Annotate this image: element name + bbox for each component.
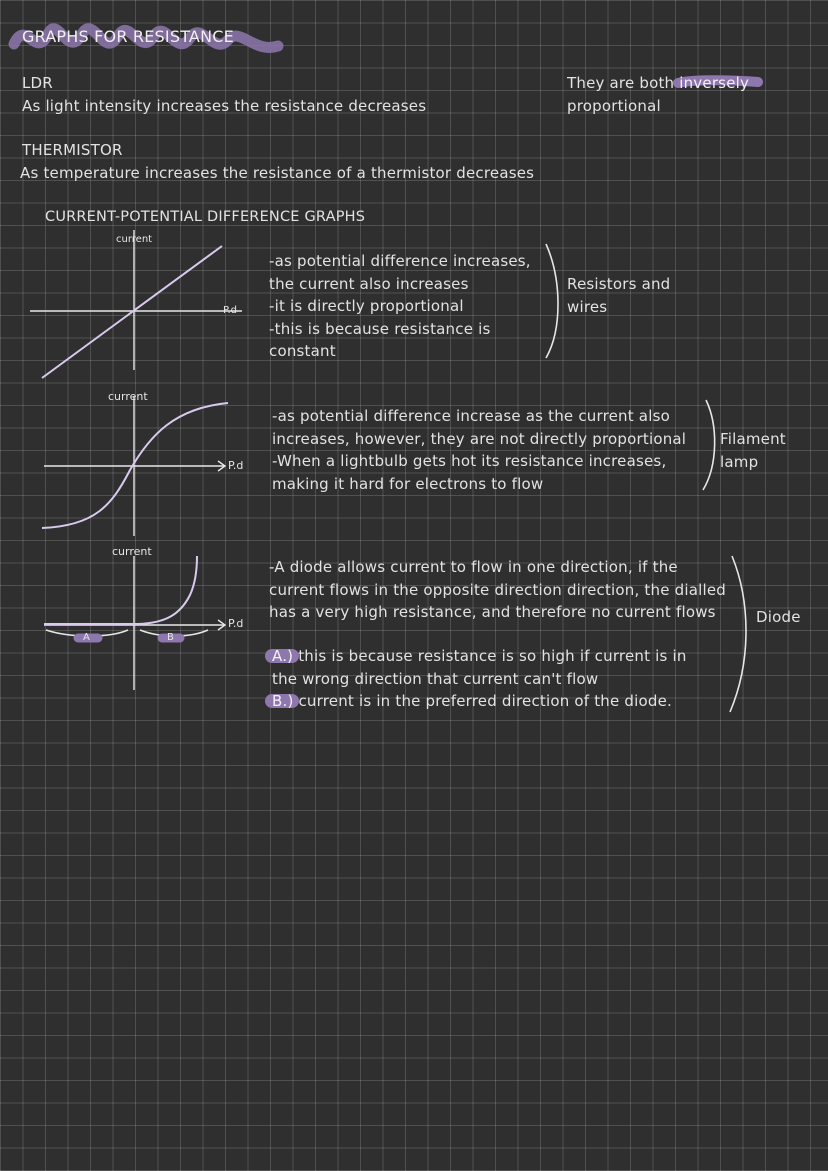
graph3-group-label: Diode (756, 608, 801, 626)
graph3-y-label: current (112, 545, 152, 558)
point-a-label: A.) (272, 647, 294, 665)
graph1-x-label: P.d (223, 305, 237, 316)
graph3-point-a (272, 645, 687, 668)
graph3-note-line: current flows in the opposite direction direction, the dialled (269, 580, 726, 599)
graph3-note-line: has a very high resistance, and therefore no current flows (269, 603, 716, 621)
graph3-point-b (272, 690, 672, 713)
graph1-note-line: constant (269, 342, 336, 360)
group-label-line: wires (567, 297, 608, 316)
graph3-note-line: -A diode allows current to flow in one direction, if the (269, 558, 678, 576)
graph3-point-a-line2: the wrong direction that current can't flow (272, 670, 599, 688)
group-label-line: Filament (720, 430, 786, 448)
point-a-line1: this is because resistance is so high if current is in (298, 647, 687, 665)
iv-graphs-heading: CURRENT-POTENTIAL DIFFERENCE GRAPHS (45, 209, 366, 225)
graph1-note-line: -as potential difference increases, (269, 252, 531, 270)
point-b-text: current is in the preferred direction of the diode. (298, 692, 672, 710)
ldr-heading: LDR (22, 74, 53, 92)
side-note-line2: proportional (567, 97, 661, 115)
page-title: GRAPHS FOR RESISTANCE (22, 27, 234, 46)
point-b-label: B.) (272, 692, 294, 710)
graph2-x-label: P.d (228, 459, 244, 472)
ldr-text: As light intensity increases the resistance decreases (22, 97, 427, 115)
graph3-notes (269, 556, 726, 624)
graph2-note-line: -as potential difference increase as the current also (272, 407, 670, 425)
graph1-note-line: -this is because resistance is (269, 319, 491, 338)
graph2-note-line: increases, however, they are not directly proportional (272, 429, 687, 448)
graph3-region-a: A (83, 632, 90, 643)
group-label-line: lamp (720, 452, 759, 471)
graph3-region-b: B (167, 632, 174, 643)
graph2-y-label: current (108, 390, 148, 403)
thermistor-heading: THERMISTOR (22, 141, 123, 159)
graph1-y-label: current (116, 234, 153, 245)
thermistor-text: As temperature increases the resistance of a thermistor decreases (20, 164, 535, 182)
group-label-line: Resistors and (567, 275, 671, 293)
side-note-highlight: inversely (679, 74, 750, 92)
graph3-x-label: P.d (228, 617, 244, 630)
graph1-note-line: the current also increases (269, 274, 469, 293)
side-note-prefix: They are both (567, 74, 675, 92)
graph1-note-line: -it is directly proportional (269, 297, 464, 315)
graph2-note-line: -When a lightbulb gets hot its resistance increases, (272, 452, 667, 470)
graph2-note-line: making it hard for electrons to flow (272, 474, 544, 493)
